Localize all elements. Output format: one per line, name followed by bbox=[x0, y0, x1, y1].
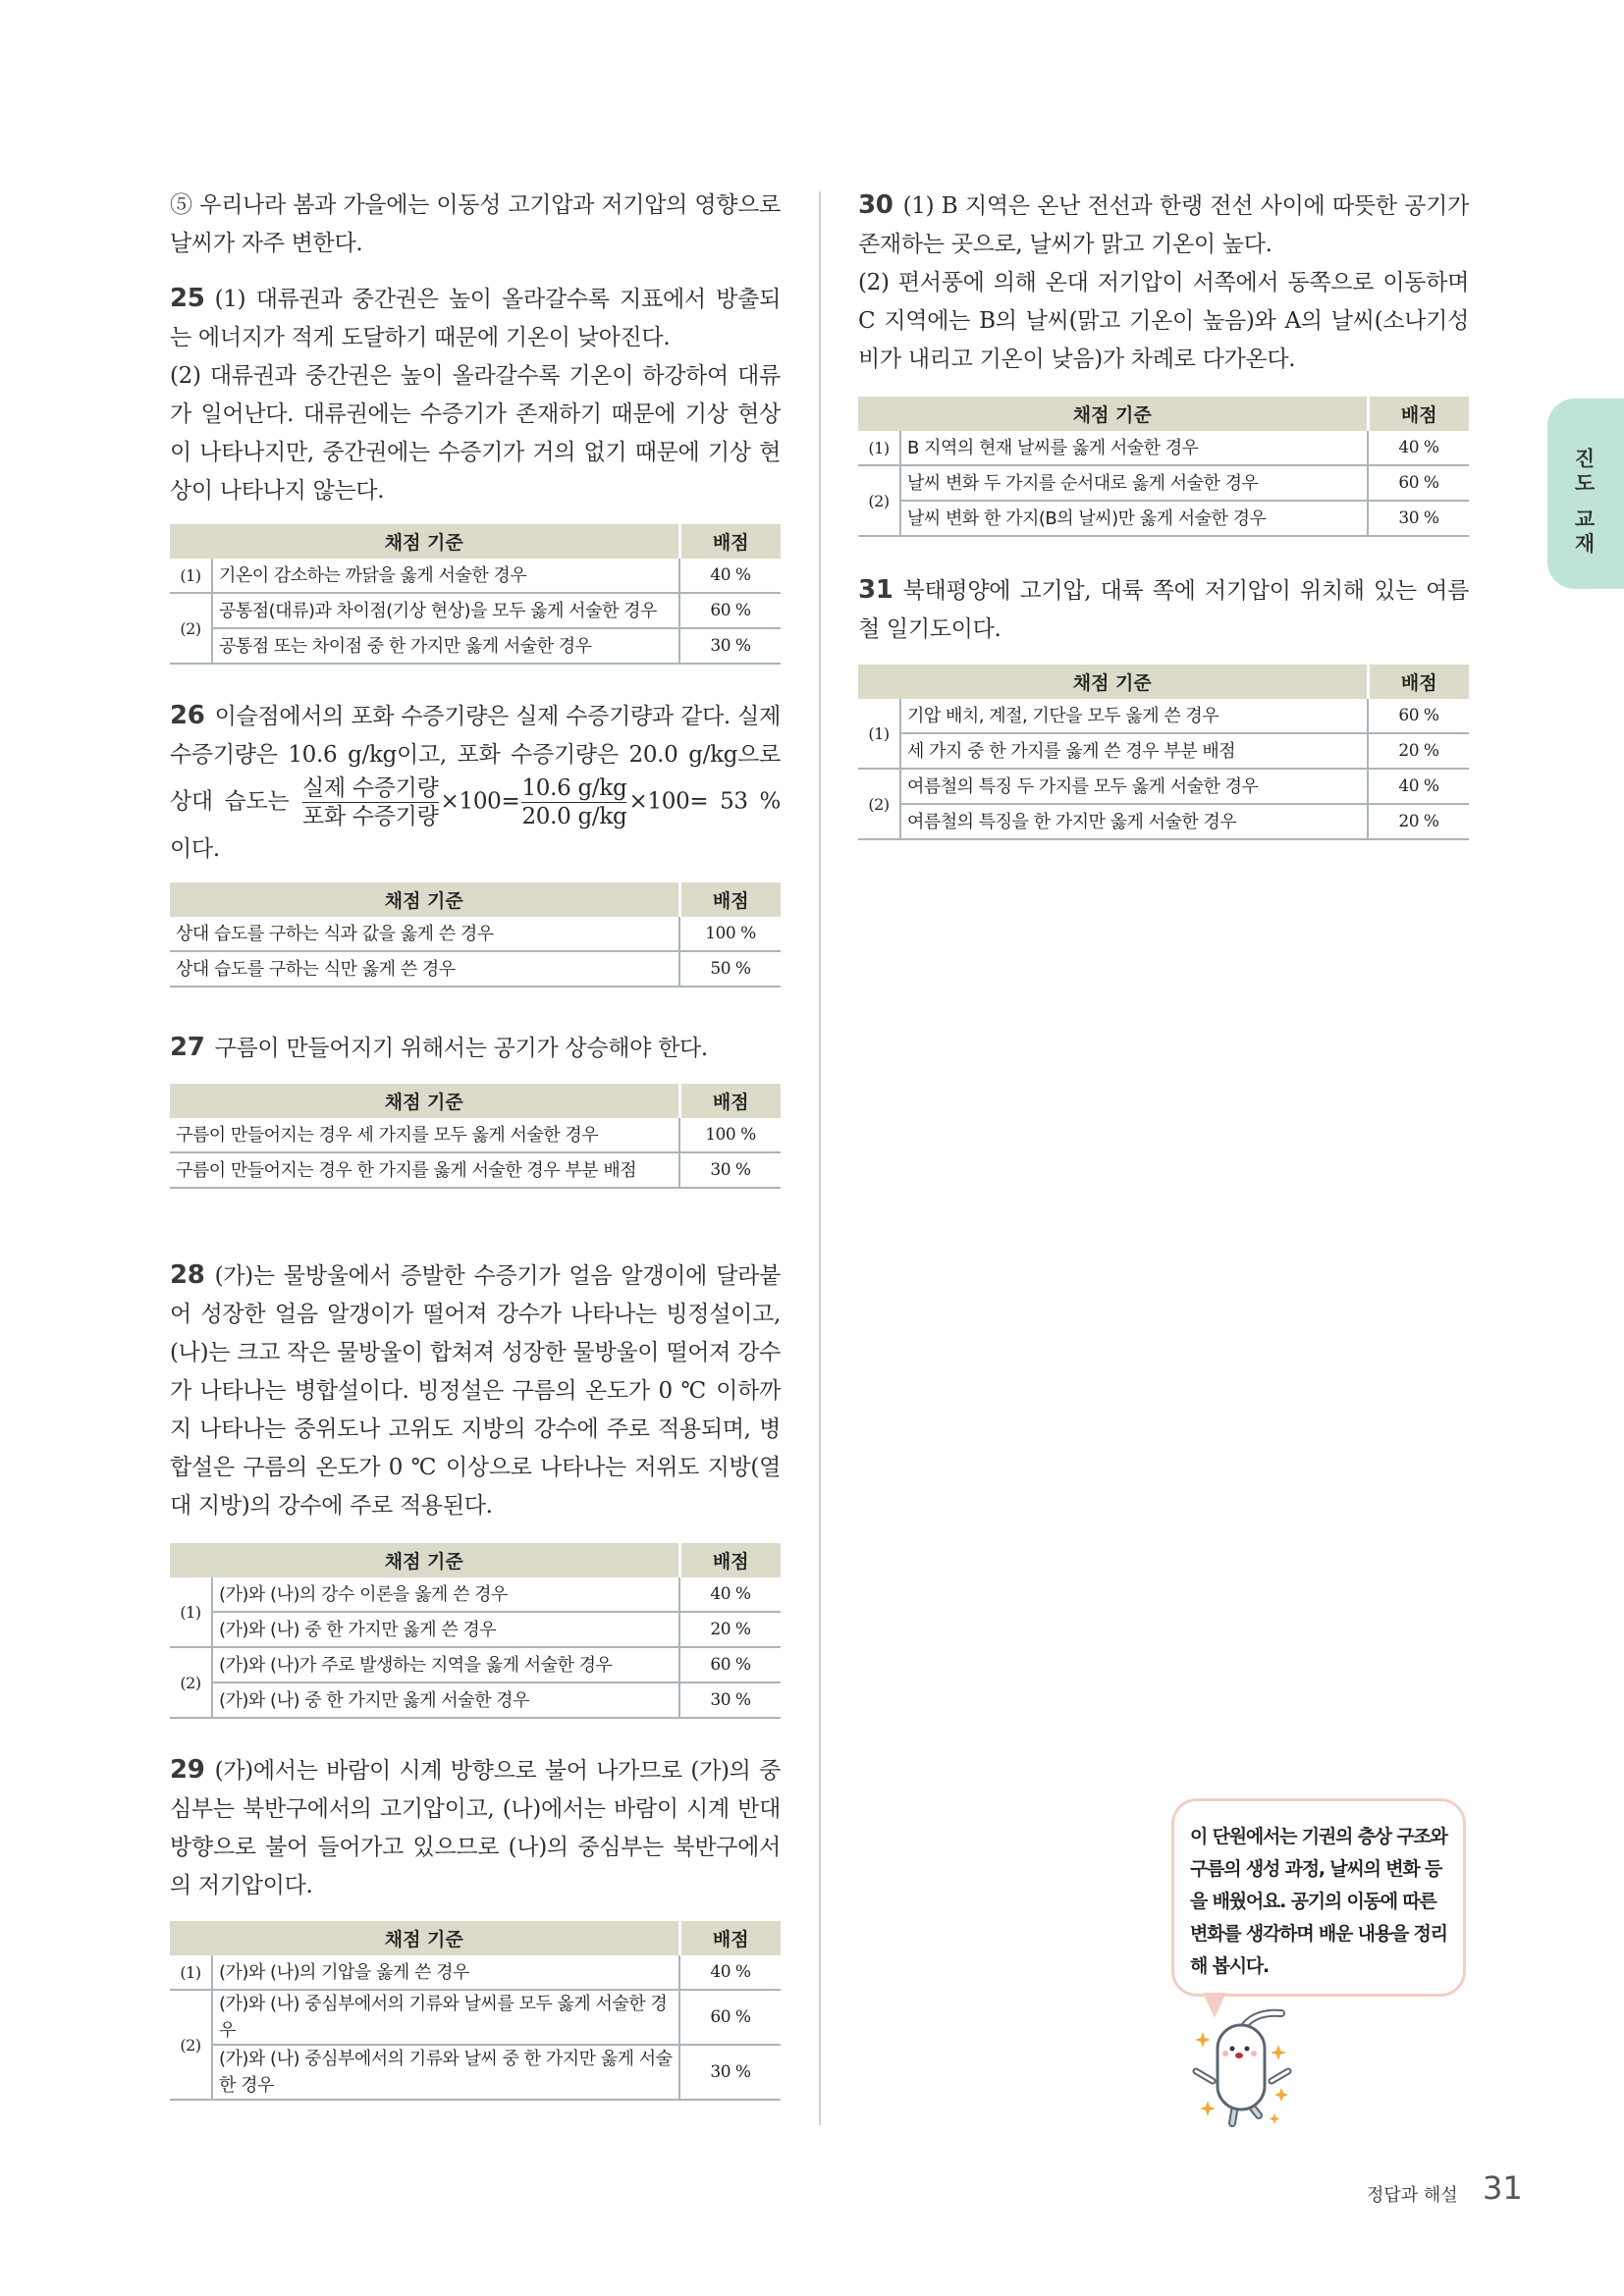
group-label: (1) bbox=[170, 1955, 212, 1990]
score-value: 60 % bbox=[1368, 699, 1469, 733]
table-row bbox=[170, 593, 781, 628]
answer-text: (가)에서는 바람이 시계 방향으로 불어 나가므로 (가)의 중심부는 북반구에서의 고기압이고, (나)에서는 바람이 시계 반대 방향으로 불어 들어가고 있으므로 (나)의 중심부는 북반구에서의 저기압이다. bbox=[170, 1758, 781, 1898]
criteria-text: 공통점(대류)과 차이점(기상 현상)을 모두 옳게 서술한 경우 bbox=[212, 593, 679, 628]
score-value: 20 % bbox=[1368, 733, 1469, 769]
criteria-text: 공통점 또는 차이점 중 한 가지만 옳게 서술한 경우 bbox=[212, 628, 679, 664]
score-value: 60 % bbox=[679, 593, 781, 628]
score-value: 50 % bbox=[679, 951, 781, 987]
mascot-character-icon bbox=[1188, 2007, 1306, 2135]
page-number: 31 bbox=[1483, 2169, 1523, 2207]
criteria-text: 구름이 만들어지는 경우 한 가지를 옳게 서술한 경우 부분 배점 bbox=[170, 1152, 679, 1188]
operator: ×100= bbox=[628, 788, 709, 815]
table-header-row bbox=[170, 1084, 781, 1118]
question-number: 29 bbox=[170, 1755, 205, 1785]
header-criteria: 채점 기준 bbox=[170, 882, 679, 917]
question-number: 30 bbox=[858, 190, 893, 220]
criteria-text: 여름철의 특징 두 가지를 모두 옳게 서술한 경우 bbox=[900, 769, 1368, 804]
answer-text: 이슬점에서의 포화 수증기량은 실제 수증기량과 같다. 실제 수증기량은 10.6 g/kg이고, 포화 수증기량은 20.0 g/kg으로 상대 습도는 bbox=[170, 704, 781, 815]
header-score: 배점 bbox=[679, 1084, 781, 1118]
table-row bbox=[170, 2045, 781, 2100]
table-row bbox=[170, 628, 781, 664]
score-value: 20 % bbox=[1368, 804, 1469, 839]
group-label: (1) bbox=[858, 699, 900, 769]
group-label: (1) bbox=[170, 1577, 212, 1647]
table-row bbox=[170, 917, 781, 951]
header-score: 배점 bbox=[679, 524, 781, 559]
table-row bbox=[858, 465, 1469, 501]
score-value: 30 % bbox=[679, 1682, 781, 1718]
answer-26 bbox=[170, 697, 781, 988]
table-row bbox=[170, 1955, 781, 1990]
question-number: 31 bbox=[858, 575, 893, 605]
fraction-denominator: 포화 수증기량 bbox=[301, 804, 439, 829]
criteria-text: (가)와 (나) 중심부에서의 기류와 날씨 중 한 가지만 옳게 서술한 경우 bbox=[212, 2045, 679, 2100]
answer-29 bbox=[170, 1751, 781, 2101]
criteria-text: 여름철의 특징을 한 가지만 옳게 서술한 경우 bbox=[900, 804, 1368, 839]
table-row bbox=[170, 1152, 781, 1188]
answer-text: 구름이 만들어지기 위해서는 공기가 상승해야 한다. bbox=[214, 1036, 708, 1061]
answer-text: (2) 편서풍에 의해 온대 저기압이 서쪽에서 동쪽으로 이동하며 C 지역에는 B의 날씨(맑고 기온이 높음)와 A의 날씨(소나기성 비가 내리고 기온이 낮음)가 차례로 다가온다. bbox=[858, 270, 1469, 372]
header-score: 배점 bbox=[1368, 397, 1469, 431]
header-score: 배점 bbox=[679, 882, 781, 917]
header-criteria: 채점 기준 bbox=[170, 1084, 679, 1118]
group-label: (1) bbox=[858, 431, 900, 465]
fraction-denominator: 20.0 g/kg bbox=[521, 804, 627, 829]
table-header-row bbox=[170, 1921, 781, 1955]
criteria-text: (가)와 (나)가 주로 발생하는 지역을 옳게 서술한 경우 bbox=[212, 1647, 679, 1682]
criteria-text: (가)와 (나) 중심부에서의 기류와 날씨를 모두 옳게 서술한 경우 bbox=[212, 1990, 679, 2045]
speech-bubble bbox=[1171, 1798, 1466, 1997]
answer-result: 53 %이다. bbox=[170, 788, 782, 862]
fraction bbox=[521, 774, 626, 830]
table-row bbox=[858, 699, 1469, 733]
scoring-table bbox=[858, 397, 1469, 537]
answer-31 bbox=[858, 571, 1469, 840]
criteria-text: 상대 습도를 구하는 식만 옳게 쓴 경우 bbox=[170, 951, 679, 987]
answer-text: (1) B 지역은 온난 전선과 한랭 전선 사이에 따뜻한 공기가 존재하는 곳으로, 날씨가 맑고 기온이 높다. bbox=[858, 193, 1469, 257]
score-value: 40 % bbox=[1368, 431, 1469, 465]
fraction-numerator: 실제 수증기량 bbox=[301, 775, 439, 801]
answer-30 bbox=[858, 187, 1469, 537]
table-row bbox=[170, 1990, 781, 2045]
table-header-row bbox=[858, 665, 1469, 699]
group-label: (2) bbox=[858, 769, 900, 839]
answer-text: (2) 대류권과 중간권은 높이 올라갈수록 기온이 하강하여 대류가 일어난다. 대류권에는 수증기가 존재하기 때문에 기상 현상이 나타나지만, 중간권에는 수증기가 거의 없기 때문에 기상 현상이 나타나지 않는다. bbox=[170, 363, 781, 504]
group-label: (2) bbox=[170, 593, 212, 664]
score-value: 40 % bbox=[679, 1955, 781, 1990]
criteria-text: (가)와 (나)의 기압을 옳게 쓴 경우 bbox=[212, 1955, 679, 1990]
score-value: 30 % bbox=[679, 628, 781, 664]
table-header-row bbox=[170, 524, 781, 559]
scoring-table bbox=[170, 1543, 781, 1719]
group-label: (2) bbox=[858, 465, 900, 536]
table-row bbox=[170, 1612, 781, 1647]
operator: ×100= bbox=[440, 788, 520, 815]
answer-text: (1) 대류권과 중간권은 높이 올라갈수록 지표에서 방출되는 에너지가 적게 도달하기 때문에 기온이 낮아진다. bbox=[170, 287, 781, 350]
criteria-text: 기온이 감소하는 까닭을 옳게 서술한 경우 bbox=[212, 559, 679, 593]
question-number: 25 bbox=[170, 284, 205, 313]
group-label: (2) bbox=[170, 1990, 212, 2100]
table-header-row bbox=[170, 882, 781, 917]
header-criteria: 채점 기준 bbox=[170, 524, 679, 559]
score-value: 100 % bbox=[679, 917, 781, 951]
answer-24-item5 bbox=[170, 187, 781, 263]
scoring-table bbox=[170, 882, 781, 988]
score-value: 60 % bbox=[679, 1990, 781, 2045]
table-header-row bbox=[858, 397, 1469, 431]
table-row bbox=[170, 951, 781, 987]
criteria-text: B 지역의 현재 날씨를 옳게 서술한 경우 bbox=[900, 431, 1368, 465]
score-value: 100 % bbox=[679, 1118, 781, 1152]
header-criteria: 채점 기준 bbox=[170, 1543, 679, 1577]
score-value: 40 % bbox=[1368, 769, 1469, 804]
header-criteria: 채점 기준 bbox=[170, 1921, 679, 1955]
header-criteria: 채점 기준 bbox=[858, 665, 1368, 699]
header-score: 배점 bbox=[679, 1543, 781, 1577]
table-row bbox=[170, 1647, 781, 1682]
score-value: 30 % bbox=[679, 1152, 781, 1188]
criteria-text: 구름이 만들어지는 경우 세 가지를 모두 옳게 서술한 경우 bbox=[170, 1118, 679, 1152]
table-row bbox=[858, 769, 1469, 804]
fraction-numerator: 10.6 g/kg bbox=[521, 775, 627, 801]
column-divider bbox=[819, 191, 821, 2125]
answer-28 bbox=[170, 1256, 781, 1719]
table-row bbox=[170, 1118, 781, 1152]
criteria-text: 상대 습도를 구하는 식과 값을 옳게 쓴 경우 bbox=[170, 917, 679, 951]
criteria-text: 세 가지 중 한 가지를 옳게 쓴 경우 부분 배점 bbox=[900, 733, 1368, 769]
criteria-text: 날씨 변화 한 가지(B의 날씨)만 옳게 서술한 경우 bbox=[900, 501, 1368, 536]
answer-text: ⑤ 우리나라 봄과 가을에는 이동성 고기압과 저기압의 영향으로 날씨가 자주 변한다. bbox=[170, 192, 781, 256]
table-row bbox=[170, 1577, 781, 1612]
side-tab-textbook[interactable] bbox=[1547, 399, 1624, 589]
table-row bbox=[858, 804, 1469, 839]
table-row bbox=[858, 431, 1469, 465]
scoring-table bbox=[170, 1921, 781, 2101]
scoring-table bbox=[858, 665, 1469, 840]
answer-text: (가)는 물방울에서 증발한 수증기가 얼음 알갱이에 달라붙어 성장한 얼음 알갱이가 떨어져 강수가 나타나는 빙정설이고, (나)는 크고 작은 물방울이 합쳐져 성장한 물방울이 떨어져 강수가 나타나는 병합설이다. 빙정설은 구름의 온도가 0 ℃ 이하까지 나타나는 중위도나 고위도 지방의 강수에 주로 적용되며, 병합설은 구름의 온도가 0 ℃ 이상으로 나타나는 저위도 지방(열대 지방)의 강수에 주로 적용된다. bbox=[170, 1263, 781, 1519]
score-value: 20 % bbox=[679, 1612, 781, 1647]
criteria-text: 날씨 변화 두 가지를 순서대로 옳게 서술한 경우 bbox=[900, 465, 1368, 501]
group-label: (2) bbox=[170, 1647, 212, 1718]
question-number: 26 bbox=[170, 701, 205, 730]
score-value: 60 % bbox=[679, 1647, 781, 1682]
scoring-table bbox=[170, 1084, 781, 1189]
criteria-text: (가)와 (나)의 강수 이론을 옳게 쓴 경우 bbox=[212, 1577, 679, 1612]
score-value: 40 % bbox=[679, 559, 781, 593]
score-value: 60 % bbox=[1368, 465, 1469, 501]
answer-27 bbox=[170, 1029, 781, 1189]
footer-section-label: 정답과 해설 bbox=[1367, 2185, 1458, 2206]
criteria-text: (가)와 (나) 중 한 가지만 옳게 서술한 경우 bbox=[212, 1682, 679, 1718]
group-label: (1) bbox=[170, 559, 212, 593]
table-row bbox=[170, 1682, 781, 1718]
answer-text: 북태평양에 고기압, 대륙 쪽에 저기압이 위치해 있는 여름철 일기도이다. bbox=[858, 578, 1469, 642]
criteria-text: 기압 배치, 계절, 기단을 모두 옳게 쓴 경우 bbox=[900, 699, 1368, 733]
bubble-text: 이 단원에서는 기권의 층상 구조와 구름의 생성 과정, 날씨의 변화 등을 배웠어요. 공기의 이동에 따른 변화를 생각하며 배운 내용을 정리해 봅시다. bbox=[1190, 1826, 1447, 1977]
answer-25 bbox=[170, 280, 781, 665]
score-value: 40 % bbox=[679, 1577, 781, 1612]
question-number: 27 bbox=[170, 1033, 205, 1062]
table-header-row bbox=[170, 1543, 781, 1577]
criteria-text: (가)와 (나) 중 한 가지만 옳게 쓴 경우 bbox=[212, 1612, 679, 1647]
header-criteria: 채점 기준 bbox=[858, 397, 1368, 431]
table-row bbox=[858, 501, 1469, 536]
score-value: 30 % bbox=[679, 2045, 781, 2100]
score-value: 30 % bbox=[1368, 501, 1469, 536]
fraction bbox=[302, 774, 439, 830]
scoring-table bbox=[170, 524, 781, 665]
table-row bbox=[170, 559, 781, 593]
header-score: 배점 bbox=[1368, 665, 1469, 699]
side-tab-label: 진도 교재 bbox=[1572, 448, 1596, 558]
question-number: 28 bbox=[170, 1260, 205, 1290]
table-row bbox=[858, 733, 1469, 769]
header-score: 배점 bbox=[679, 1921, 781, 1955]
